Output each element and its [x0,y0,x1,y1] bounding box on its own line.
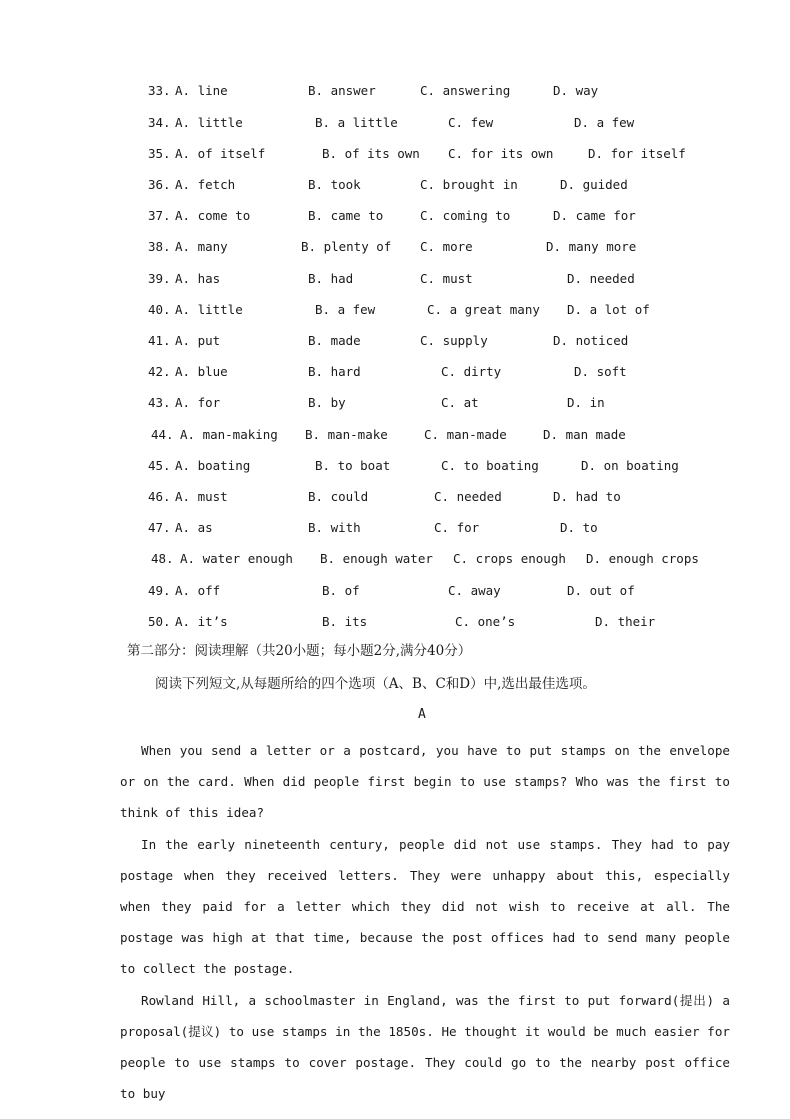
passage-paragraph: In the early nineteenth century, people did not use stamps. They had to pay postage when they received letters. They were unhappy about this, especially when they paid for a letter which they did not wish to receive at all. The postage was high at that time, because the post offices had to send many people to collect the postage. [120,836,730,977]
option-d: D. noticed [553,333,629,348]
option-c: C. answering [420,83,511,98]
option-a: A. put [175,333,221,348]
option-b: B. took [308,177,361,192]
option-d: D. on boating [581,458,679,473]
option-d: D. came for [553,208,636,223]
option-c: C. brought in [420,177,518,192]
question-row [0,206,790,226]
passage-label: A [418,707,426,722]
option-b: B. with [308,520,361,535]
option-a: A. of itself [175,146,266,161]
option-a: A. come to [175,208,251,223]
question-number: 36. [148,177,171,192]
option-b: B. came to [308,208,384,223]
question-row [0,487,790,507]
option-a: A. must [175,489,228,504]
question-number: 41. [148,333,171,348]
question-row [0,81,790,101]
question-row [0,362,790,382]
option-b: B. to boat [315,458,391,473]
reading-instruction: 阅读下列短文,从每题所给的四个选项（A、B、C和D）中,选出最佳选项。 [155,676,596,692]
question-number: 43. [148,395,171,410]
option-a: A. boating [175,458,251,473]
question-row [0,518,790,538]
question-number: 40. [148,302,171,317]
option-b: B. enough water [320,551,433,566]
question-row [0,237,790,257]
option-c: C. supply [420,333,488,348]
option-a: A. line [175,83,228,98]
option-b: B. plenty of [301,239,392,254]
option-d: D. guided [560,177,628,192]
option-b: B. a few [315,302,376,317]
option-c: C. man-made [424,427,507,442]
question-number: 49. [148,583,171,598]
question-number: 50. [148,614,171,629]
option-b: B. its [322,614,368,629]
option-b: B. hard [308,364,361,379]
option-d: D. needed [567,271,635,286]
option-b: B. made [308,333,361,348]
option-b: B. had [308,271,354,286]
question-number: 44. [151,427,174,442]
option-d: D. to [560,520,598,535]
option-a: A. as [175,520,213,535]
option-b: B. by [308,395,346,410]
option-c: C. for [434,520,480,535]
question-number: 46. [148,489,171,504]
option-a: A. many [175,239,228,254]
option-b: B. man-make [305,427,388,442]
option-c: C. at [441,395,479,410]
option-c: C. dirty [441,364,502,379]
question-number: 47. [148,520,171,535]
question-row [0,300,790,320]
option-d: D. a lot of [567,302,650,317]
option-c: C. one’s [455,614,516,629]
option-b: B. of [322,583,360,598]
option-a: A. for [175,395,221,410]
option-c: C. few [448,115,494,130]
option-a: A. has [175,271,221,286]
option-d: D. soft [574,364,627,379]
option-a: A. off [175,583,221,598]
option-a: A. blue [175,364,228,379]
question-number: 48. [151,551,174,566]
section-title: 第二部分：阅读理解（共20小题；每小题2分,满分40分） [127,643,472,659]
option-b: B. answer [308,83,376,98]
question-number: 39. [148,271,171,286]
question-row [0,612,790,632]
option-d: D. many more [546,239,637,254]
passage-paragraph: Rowland Hill, a schoolmaster in England, was the first to put forward(提出) a proposal(提议) to use stamps in the 1850s. He thought it would be much easier for people to use stamps to cover postage. They could go to the nearby post office to buy [120,992,730,1102]
option-c: C. needed [434,489,502,504]
option-d: D. way [553,83,599,98]
option-d: D. their [595,614,656,629]
question-number: 37. [148,208,171,223]
option-a: A. man-making [180,427,278,442]
option-d: D. had to [553,489,621,504]
option-b: B. of its own [322,146,420,161]
question-row [0,549,790,569]
question-row [0,113,790,133]
option-c: C. crops enough [453,551,566,566]
reading-passage [120,735,730,1109]
option-a: A. fetch [175,177,236,192]
option-d: D. in [567,395,605,410]
option-c: C. away [448,583,501,598]
question-row [0,425,790,445]
question-number: 38. [148,239,171,254]
option-a: A. water enough [180,551,293,566]
question-row [0,144,790,164]
question-number: 42. [148,364,171,379]
option-c: C. for its own [448,146,554,161]
question-row [0,269,790,289]
question-row [0,393,790,413]
option-d: D. for itself [588,146,686,161]
option-b: B. could [308,489,369,504]
option-c: C. coming to [420,208,511,223]
question-number: 45. [148,458,171,473]
option-c: C. a great many [427,302,540,317]
option-a: A. little [175,302,243,317]
question-row [0,175,790,195]
question-row [0,331,790,351]
option-c: C. to boating [441,458,539,473]
question-number: 35. [148,146,171,161]
option-d: D. out of [567,583,635,598]
option-c: C. must [420,271,473,286]
option-c: C. more [420,239,473,254]
option-b: B. a little [315,115,398,130]
option-a: A. it’s [175,614,228,629]
option-d: D. enough crops [586,551,699,566]
passage-paragraph: When you send a letter or a postcard, you have to put stamps on the envelope or on the card. When did people first begin to use stamps? Who was the first to think of this idea? [120,743,730,821]
question-number: 34. [148,115,171,130]
option-a: A. little [175,115,243,130]
option-d: D. a few [574,115,635,130]
question-number: 33. [148,83,171,98]
question-row [0,581,790,601]
question-row [0,456,790,476]
option-d: D. man made [543,427,626,442]
